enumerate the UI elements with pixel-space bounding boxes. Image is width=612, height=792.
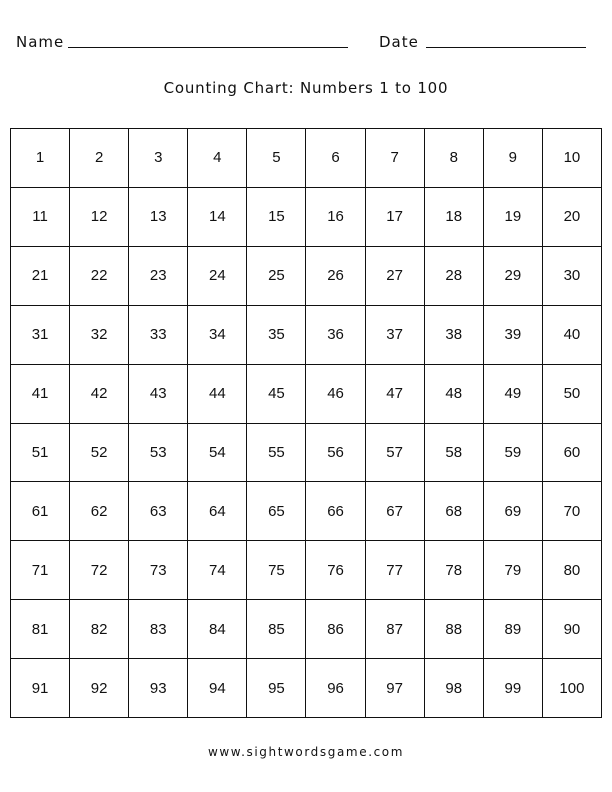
grid-cell: 19	[484, 188, 543, 247]
grid-cell: 96	[306, 659, 365, 718]
grid-cell: 5	[247, 129, 306, 188]
grid-cell: 38	[425, 306, 484, 365]
grid-cell: 30	[543, 247, 602, 306]
grid-cell: 73	[129, 541, 188, 600]
grid-cell: 66	[306, 482, 365, 541]
grid-cell: 17	[366, 188, 425, 247]
grid-cell: 100	[543, 659, 602, 718]
grid-cell: 35	[247, 306, 306, 365]
name-field[interactable]	[68, 47, 348, 48]
grid-cell: 64	[188, 482, 247, 541]
grid-cell: 61	[11, 482, 70, 541]
grid-cell: 69	[484, 482, 543, 541]
grid-cell: 22	[70, 247, 129, 306]
grid-cell: 85	[247, 600, 306, 659]
grid-cell: 80	[543, 541, 602, 600]
grid-cell: 54	[188, 424, 247, 483]
grid-cell: 97	[366, 659, 425, 718]
grid-cell: 13	[129, 188, 188, 247]
grid-cell: 10	[543, 129, 602, 188]
grid-cell: 28	[425, 247, 484, 306]
grid-cell: 92	[70, 659, 129, 718]
grid-cell: 60	[543, 424, 602, 483]
grid-cell: 93	[129, 659, 188, 718]
grid-cell: 41	[11, 365, 70, 424]
grid-cell: 14	[188, 188, 247, 247]
grid-cell: 49	[484, 365, 543, 424]
grid-cell: 3	[129, 129, 188, 188]
grid-cell: 31	[11, 306, 70, 365]
grid-cell: 62	[70, 482, 129, 541]
grid-cell: 52	[70, 424, 129, 483]
grid-cell: 72	[70, 541, 129, 600]
grid-cell: 1	[11, 129, 70, 188]
grid-cell: 21	[11, 247, 70, 306]
grid-cell: 29	[484, 247, 543, 306]
date-label: Date	[379, 33, 419, 51]
grid-cell: 8	[425, 129, 484, 188]
grid-cell: 33	[129, 306, 188, 365]
grid-cell: 6	[306, 129, 365, 188]
grid-cell: 84	[188, 600, 247, 659]
grid-cell: 25	[247, 247, 306, 306]
grid-cell: 58	[425, 424, 484, 483]
grid-cell: 51	[11, 424, 70, 483]
grid-cell: 68	[425, 482, 484, 541]
grid-cell: 79	[484, 541, 543, 600]
grid-cell: 37	[366, 306, 425, 365]
counting-grid	[10, 128, 602, 718]
grid-cell: 26	[306, 247, 365, 306]
grid-cell: 82	[70, 600, 129, 659]
grid-cell: 36	[306, 306, 365, 365]
grid-cell: 2	[70, 129, 129, 188]
grid-cell: 45	[247, 365, 306, 424]
grid-cell: 70	[543, 482, 602, 541]
page-title: Counting Chart: Numbers 1 to 100	[163, 79, 449, 97]
grid-cell: 91	[11, 659, 70, 718]
grid-cell: 89	[484, 600, 543, 659]
grid-cell: 67	[366, 482, 425, 541]
name-label: Name	[16, 33, 65, 51]
grid-cell: 40	[543, 306, 602, 365]
grid-cell: 48	[425, 365, 484, 424]
grid-cell: 34	[188, 306, 247, 365]
grid-cell: 27	[366, 247, 425, 306]
grid-cell: 39	[484, 306, 543, 365]
grid-cell: 18	[425, 188, 484, 247]
grid-cell: 65	[247, 482, 306, 541]
grid-cell: 23	[129, 247, 188, 306]
footer-url: www.sightwordsgame.com	[207, 745, 405, 759]
grid-cell: 99	[484, 659, 543, 718]
grid-cell: 47	[366, 365, 425, 424]
grid-cell: 55	[247, 424, 306, 483]
grid-cell: 56	[306, 424, 365, 483]
grid-cell: 94	[188, 659, 247, 718]
grid-cell: 71	[11, 541, 70, 600]
grid-cell: 86	[306, 600, 365, 659]
grid-cell: 88	[425, 600, 484, 659]
grid-cell: 75	[247, 541, 306, 600]
grid-cell: 74	[188, 541, 247, 600]
grid-cell: 95	[247, 659, 306, 718]
grid-cell: 43	[129, 365, 188, 424]
date-field[interactable]	[426, 47, 586, 48]
grid-cell: 83	[129, 600, 188, 659]
grid-cell: 81	[11, 600, 70, 659]
grid-cell: 77	[366, 541, 425, 600]
grid-cell: 32	[70, 306, 129, 365]
grid-cell: 20	[543, 188, 602, 247]
grid-cell: 16	[306, 188, 365, 247]
grid-cell: 46	[306, 365, 365, 424]
grid-cell: 53	[129, 424, 188, 483]
grid-cell: 7	[366, 129, 425, 188]
grid-cell: 90	[543, 600, 602, 659]
grid-cell: 78	[425, 541, 484, 600]
grid-cell: 11	[11, 188, 70, 247]
grid-cell: 50	[543, 365, 602, 424]
grid-cell: 24	[188, 247, 247, 306]
grid-cell: 4	[188, 129, 247, 188]
grid-cell: 76	[306, 541, 365, 600]
grid-cell: 63	[129, 482, 188, 541]
grid-cell: 59	[484, 424, 543, 483]
grid-cell: 9	[484, 129, 543, 188]
grid-cell: 87	[366, 600, 425, 659]
grid-cell: 57	[366, 424, 425, 483]
grid-cell: 98	[425, 659, 484, 718]
grid-cell: 44	[188, 365, 247, 424]
grid-cell: 15	[247, 188, 306, 247]
grid-cell: 42	[70, 365, 129, 424]
grid-cell: 12	[70, 188, 129, 247]
